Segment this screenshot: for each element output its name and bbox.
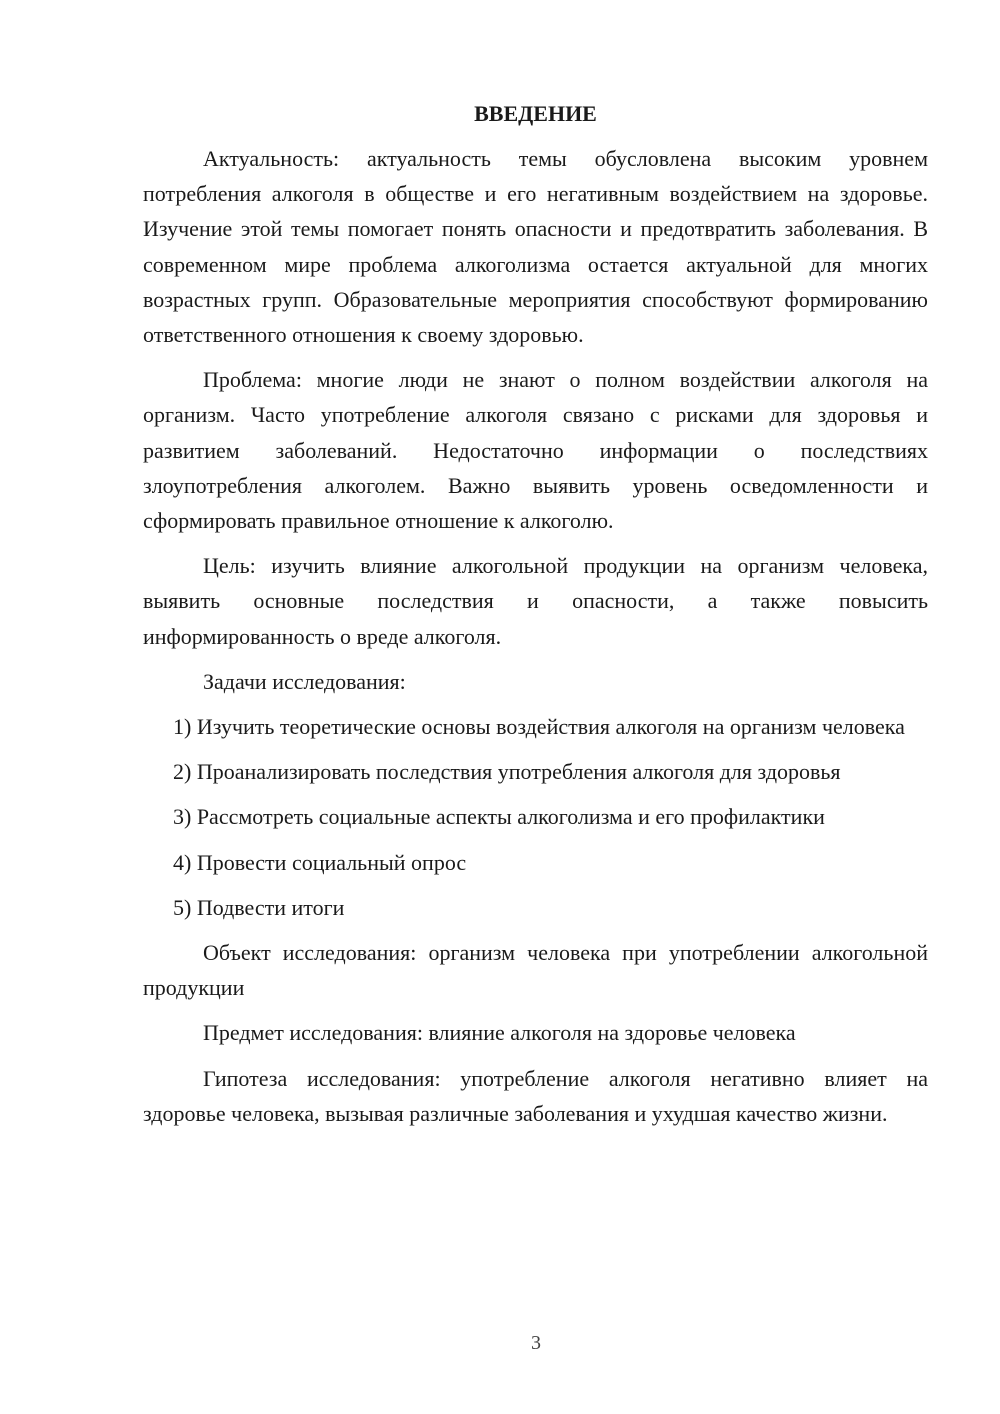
task-item-1: 1) Изучить теоретические основы воздействия алкоголя на организм человека: [173, 714, 905, 740]
object-paragraph: Объект исследования: организм человека при употреблении алкогольной продукции: [143, 940, 928, 1001]
task-item-3: 3) Рассмотреть социальные аспекты алкоголизма и его профилактики: [173, 804, 825, 830]
hypothesis-paragraph: Гипотеза исследования: употребление алкоголя негативно влияет на здоровье человека, вызывая различные заболевания и ухудшая качество жизни.: [143, 1065, 928, 1126]
task-item-2: 2) Проанализировать последствия употребления алкоголя для здоровья: [173, 759, 841, 785]
problem-paragraph: Проблема: многие люди не знают о полном воздействии алкоголя на организм. Часто употребление алкоголя связано с рисками для здоровья и развитием заболеваний. Недостаточно информации о последствиях злоупотребления алкоголем. Важно выявить уровень осведомленности и сформировать правильное отношение к алкоголю.: [143, 367, 928, 534]
task-item-4: 4) Провести социальный опрос: [173, 849, 467, 875]
page-number: 3: [531, 1332, 541, 1354]
relevance-paragraph: Актуальность: актуальность темы обусловлена высоким уровнем потребления алкоголя в обществе и его негативным воздействием на здоровье. Изучение этой темы помогает понять опасности и предотвратить заболевания. В современном мире проблема алкоголизма остается актуальной для многих возрастных групп. Образовательные мероприятия способствуют формированию ответственного отношения к своему здоровью.: [143, 146, 928, 348]
goal-paragraph: Цель: изучить влияние алкогольной продукции на организм человека, выявить основные последствия и опасности, а также повысить информированность о вреде алкоголя.: [143, 553, 928, 649]
tasks-heading: Задачи исследования:: [203, 668, 406, 694]
task-item-5: 5) Подвести итоги: [173, 894, 345, 920]
page-title: ВВЕДЕНИЕ: [474, 101, 597, 126]
subject-paragraph: Предмет исследования: влияние алкоголя на здоровье человека: [203, 1020, 796, 1046]
page-content: [143, 96, 928, 1141]
